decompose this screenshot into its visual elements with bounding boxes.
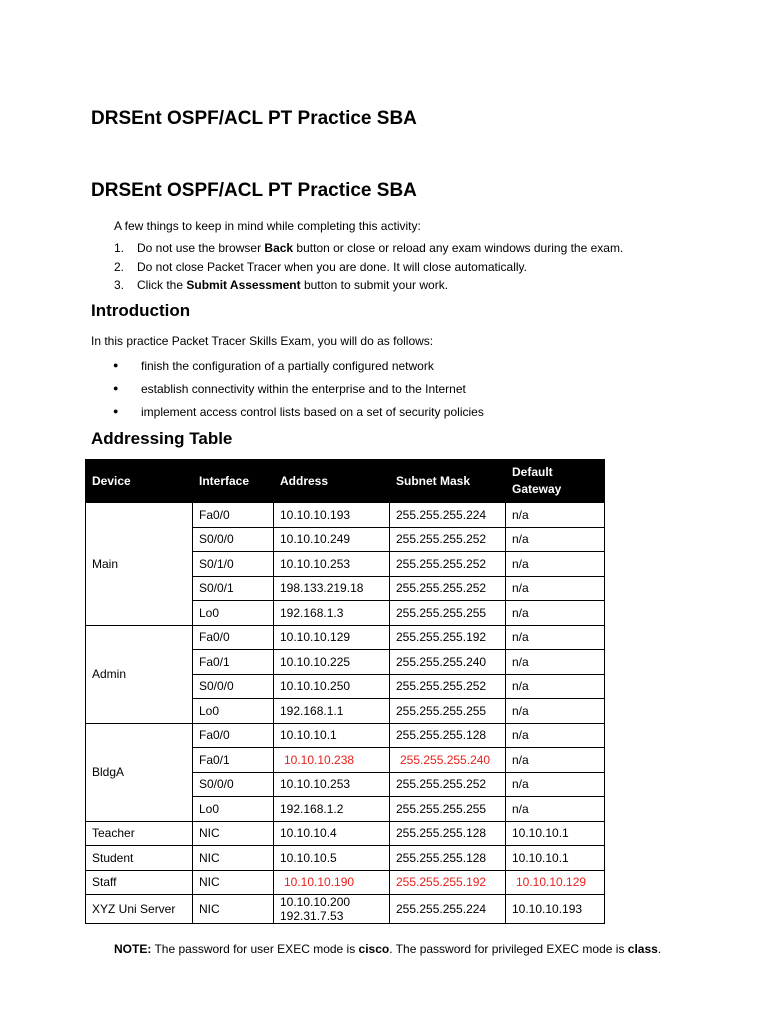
address-cell: 10.10.10.129 [274,625,390,650]
mask-cell-highlighted: 255.255.255.240 [390,748,506,773]
table-row [86,846,605,871]
gateway-cell: n/a [506,699,605,724]
gateway-cell: n/a [506,650,605,675]
address-cell: 10.10.10.225 [274,650,390,675]
bullet-item: finish the configuration of a partially configured network [141,359,434,373]
instruction-item: Do not use the browser Back button or close or reload any exam windows during the exam. [137,241,624,255]
instructions-intro: A few things to keep in mind while completing this activity: [114,219,421,233]
introduction-text: In this practice Packet Tracer Skills Exam, you will do as follows: [91,334,434,348]
mask-cell: 255.255.255.252 [390,527,506,552]
instruction-number: 2. [114,260,125,274]
column-header-interface: Interface [193,460,274,503]
address-cell: 10.10.10.249 [274,527,390,552]
gateway-cell: n/a [506,723,605,748]
address-cell [274,895,390,924]
bullet-icon: ● [113,406,119,416]
table-row [86,503,605,528]
interface-cell: NIC [193,895,274,924]
mask-cell-highlighted: 255.255.255.192 [390,870,506,895]
mask-cell: 255.255.255.192 [390,625,506,650]
instruction-item: Do not close Packet Tracer when you are done. It will close automatically. [137,260,527,274]
gateway-cell: 10.10.10.193 [506,895,605,924]
column-header-address: Address [274,460,390,503]
address-cell: 192.168.1.3 [274,601,390,626]
addressing-table [85,459,605,924]
mask-cell: 255.255.255.252 [390,576,506,601]
bullet-item: implement access control lists based on a set of security policies [141,405,484,419]
table-row [86,723,605,748]
address-cell: 10.10.10.193 [274,503,390,528]
bullet-item: establish connectivity within the enterprise and to the Internet [141,382,466,396]
address-cell: 10.10.10.5 [274,846,390,871]
address-cell: 10.10.10.1 [274,723,390,748]
enable-password: class [627,942,658,956]
column-header-default-gateway: Default Gateway [506,460,605,503]
interface-cell: NIC [193,821,274,846]
user-password: cisco [358,942,390,956]
interface-cell: S0/0/1 [193,576,274,601]
interface-cell: NIC [193,870,274,895]
bullet-icon: ● [113,383,119,393]
device-cell: Main [86,503,193,626]
mask-cell: 255.255.255.224 [390,895,506,924]
gateway-cell: n/a [506,503,605,528]
instruction-number: 3. [114,278,125,292]
column-header-device: Device [86,460,193,503]
address-cell: 10.10.10.4 [274,821,390,846]
interface-cell: Lo0 [193,797,274,822]
table-row [86,821,605,846]
gateway-cell: n/a [506,527,605,552]
device-cell: Student [86,846,193,871]
mask-cell: 255.255.255.252 [390,674,506,699]
mask-cell: 255.255.255.255 [390,797,506,822]
gateway-cell: n/a [506,552,605,577]
address-line: 192.31.7.53 [280,909,344,923]
gateway-cell: n/a [506,601,605,626]
address-line: 10.10.10.200 [280,895,351,909]
mask-cell: 255.255.255.128 [390,821,506,846]
device-cell: Staff [86,870,193,895]
address-cell: 10.10.10.253 [274,552,390,577]
interface-cell: Lo0 [193,699,274,724]
bullet-icon: ● [113,360,119,370]
interface-cell: Fa0/0 [193,625,274,650]
mask-cell: 255.255.255.255 [390,601,506,626]
gateway-cell: n/a [506,748,605,773]
device-cell: BldgA [86,723,193,821]
interface-cell: Fa0/0 [193,723,274,748]
address-cell: 192.168.1.1 [274,699,390,724]
column-header-subnet-mask: Subnet Mask [390,460,506,503]
document-title: DRSEnt OSPF/ACL PT Practice SBA [91,108,417,129]
table-row [86,625,605,650]
interface-cell: Fa0/0 [193,503,274,528]
address-cell-highlighted: 10.10.10.190 [274,870,390,895]
mask-cell: 255.255.255.240 [390,650,506,675]
interface-cell: S0/0/0 [193,527,274,552]
mask-cell: 255.255.255.255 [390,699,506,724]
interface-cell: NIC [193,846,274,871]
instruction-item: Click the Submit Assessment button to submit your work. [137,278,449,292]
interface-cell: S0/0/0 [193,772,274,797]
table-row [86,895,605,924]
mask-cell: 255.255.255.224 [390,503,506,528]
address-cell: 10.10.10.253 [274,772,390,797]
address-cell: 198.133.219.18 [274,576,390,601]
gateway-cell: n/a [506,625,605,650]
address-cell-highlighted: 10.10.10.238 [274,748,390,773]
device-cell: XYZ Uni Server [86,895,193,924]
device-cell: Teacher [86,821,193,846]
password-note: NOTE: The password for user EXEC mode is cisco. The password for privileged EXEC mode is class. [114,942,662,956]
introduction-heading: Introduction [91,301,191,320]
interface-cell: Fa0/1 [193,748,274,773]
address-cell: 10.10.10.250 [274,674,390,699]
activity-title: DRSEnt OSPF/ACL PT Practice SBA [91,180,417,201]
gateway-cell: 10.10.10.1 [506,821,605,846]
mask-cell: 255.255.255.252 [390,552,506,577]
interface-cell: Lo0 [193,601,274,626]
table-header-row [86,460,605,503]
gateway-cell-highlighted: 10.10.10.129 [506,870,605,895]
gateway-cell: n/a [506,772,605,797]
addressing-table-heading: Addressing Table [91,429,233,448]
gateway-cell: n/a [506,674,605,699]
gateway-cell: n/a [506,797,605,822]
note-label: NOTE: [114,942,152,956]
interface-cell: S0/0/0 [193,674,274,699]
interface-cell: S0/1/0 [193,552,274,577]
interface-cell: Fa0/1 [193,650,274,675]
device-cell: Admin [86,625,193,723]
table-row [86,870,605,895]
gateway-cell: 10.10.10.1 [506,846,605,871]
mask-cell: 255.255.255.252 [390,772,506,797]
instruction-number: 1. [114,241,125,255]
address-cell: 192.168.1.2 [274,797,390,822]
gateway-cell: n/a [506,576,605,601]
mask-cell: 255.255.255.128 [390,846,506,871]
mask-cell: 255.255.255.128 [390,723,506,748]
